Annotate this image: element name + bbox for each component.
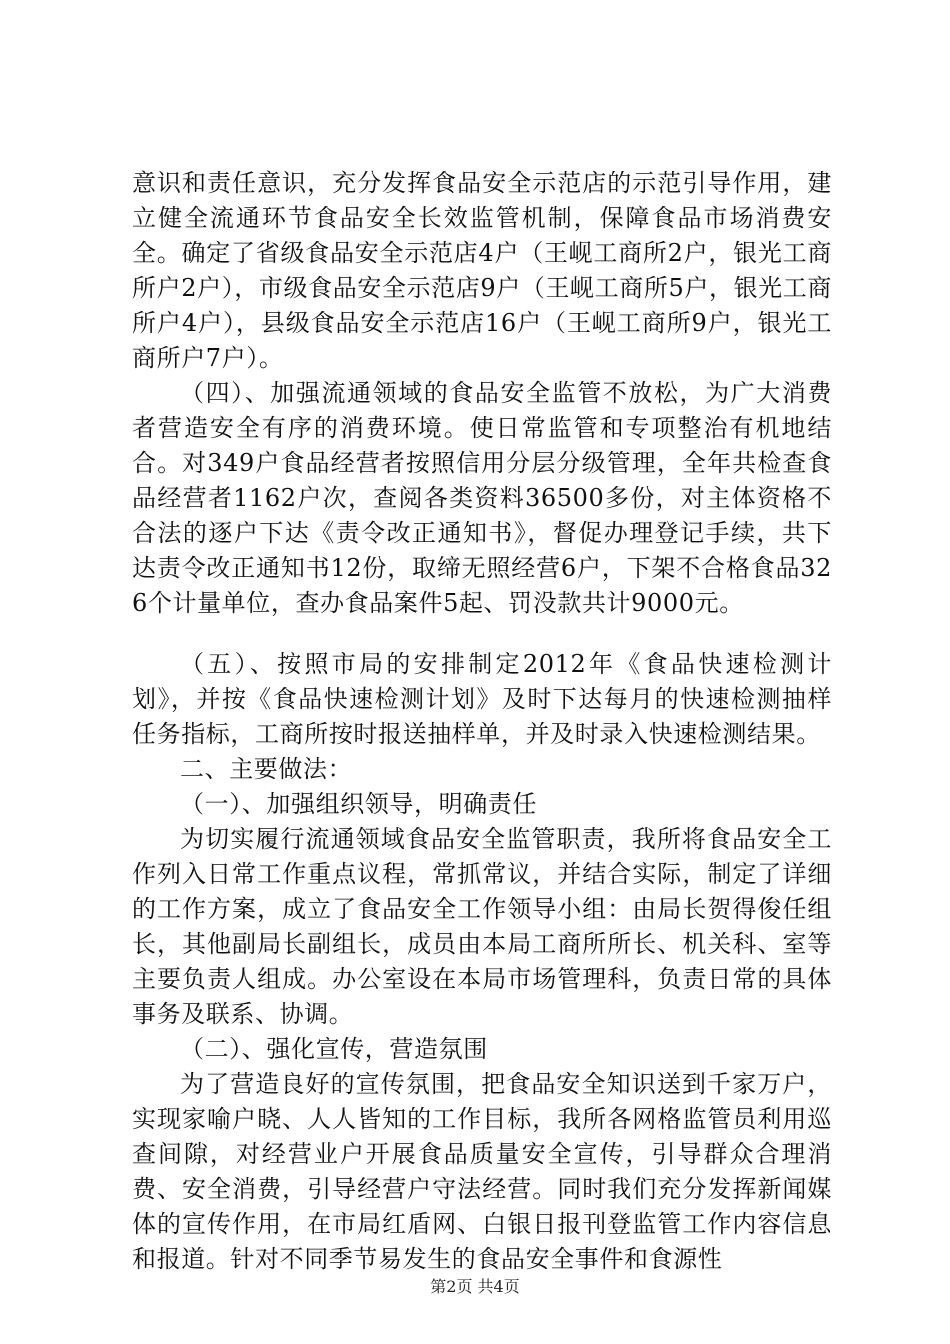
paragraph-section-five: （五）、按照市局的安排制定2012年《食品快速检测计划》，并按《食品快速检测计划》及时下达每月的快速检测抽样任务指标，工商所按时报送抽样单，并及时录入快速检测结果。 xyxy=(132,650,832,748)
paragraph-publicity: 为了营造良好的宣传氛围，把食品安全知识送到千家万户，实现家喻户晓、人人皆知的工作目标，我所各网格监管员利用巡查间隙，对经营业户开展食品质量安全宣传，引导群众合理消费、安全消费，引导经营户守法经营。同时我们充分发挥新闻媒体的宣传作用，在市局红盾网、白银日报刊登监管工作内容信息和报道。针对不同季节易发生的食品安全事件和食源性 xyxy=(132,1070,832,1273)
document-body xyxy=(132,166,832,1277)
paragraph-section-four: （四）、加强流通领域的食品安全监管不放松，为广大消费者营造安全有序的消费环境。使日常监管和专项整治有机地结合。对349户食品经营者按照信用分层分级管理，全年共检查食品经营者1162户次，查阅各类资料36500多份，对主体资格不合法的逐户下达《责令改正通知书》，督促办理登记手续，共下达责令改正通知书12份，取缔无照经营6户，下架不合格食品326个计量单位，查办食品案件5起、罚没款共计9000元。 xyxy=(132,379,832,617)
heading-main-practices: 二、主要做法： xyxy=(180,755,353,783)
paragraph-organization: 为切实履行流通领域食品安全监管职责，我所将食品安全工作列入日常工作重点议程，常抓常议，并结合实际，制定了详细的工作方案，成立了食品安全工作领导小组：由局长贺得俊任组长，其他副局长副组长，成员由本局工商所所长、机关科、室等主要负责人组成。办公室设在本局市场管理科，负责日常的具体事务及联系、协调。 xyxy=(132,825,832,1028)
paragraph-continuation: 意识和责任意识，充分发挥食品安全示范店的示范引导作用，建立健全流通环节食品安全长效监管机制，保障食品市场消费安全。确定了省级食品安全示范店4户（王岘工商所2户，银光工商所户2户），市级食品安全示范店9户（王岘工商所5户，银光工商所户4户），县级食品安全示范店16户（王岘工商所9户，银光工商所户7户）。 xyxy=(132,169,832,372)
page-number-footer: 第2页 共4页 xyxy=(430,1277,520,1296)
subheading-publicity: （二）、强化宣传，营造氛围 xyxy=(180,1035,488,1063)
subheading-organization: （一）、加强组织领导，明确责任 xyxy=(180,790,537,818)
